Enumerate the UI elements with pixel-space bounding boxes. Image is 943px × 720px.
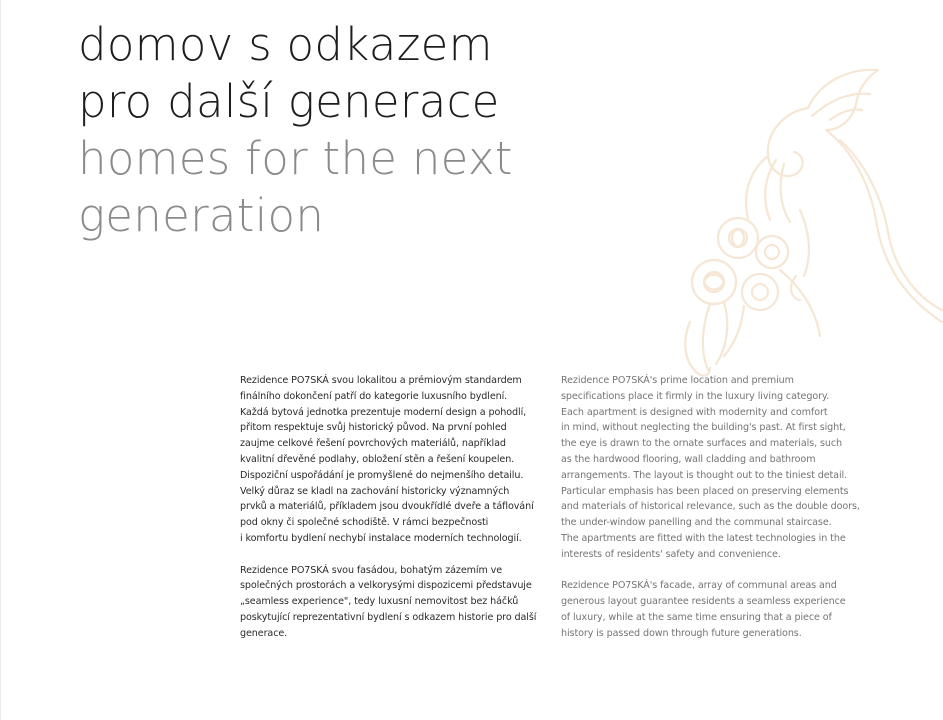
english-p2-line: Rezidence PO7SKÁ's facade, array of communal areas and xyxy=(561,580,837,592)
english-p1-line: Rezidence PO7SKÁ's prime location and premium xyxy=(561,375,794,386)
english-p2-line: of luxury, while at the same time ensuring that a piece of xyxy=(561,611,832,623)
english-paragraph-2 xyxy=(561,578,873,641)
heading-czech-line-2: pro další generace xyxy=(78,75,500,128)
czech-p2-line: Rezidence PO7SKÁ svou fasádou, bohatým zázemím ve xyxy=(240,564,503,576)
czech-p1-line: Každá bytová jednotka prezentuje moderní design a pohodlí, xyxy=(240,406,527,418)
heading-english-line-2: generation xyxy=(78,189,325,242)
english-p1-line: The apartments are fitted with the latest technologies in the xyxy=(561,532,846,544)
english-p1-line: in mind, without neglecting the building's past. At first sight, xyxy=(561,422,846,434)
floral-bird-ornament-icon xyxy=(680,60,943,390)
english-paragraph-1 xyxy=(561,373,873,563)
page-heading xyxy=(78,16,513,244)
czech-p1-line: pod okny či společné schodiště. V rámci bezpečnosti xyxy=(240,517,489,529)
czech-p2-line: poskytující reprezentativní bydlení s odkazem historie pro další xyxy=(240,611,537,623)
english-p1-line: arrangements. The layout is thought out to the tiniest detail. xyxy=(561,469,848,481)
czech-p1-line: finálního dokončení patří do kategorie luxusního bydlení. xyxy=(240,390,508,402)
english-p1-line: Each apartment is designed with modernity and comfort xyxy=(561,406,828,418)
czech-p2-line: generace. xyxy=(240,627,288,639)
page-edge xyxy=(0,0,1,720)
english-p1-line: interests of residents' safety and convenience. xyxy=(561,548,781,560)
english-p1-line: and materials of historical relevance, such as the double doors, xyxy=(561,501,860,513)
czech-p1-line: Rezidence PO7SKÁ svou lokalitou a prémiovým standardem xyxy=(240,375,522,386)
czech-p1-line: přitom respektuje svůj historický původ. Na první pohled xyxy=(240,422,507,434)
english-text-column xyxy=(561,373,873,657)
czech-p1-line: prvků a materiálů, příkladem jsou dvoukřídlé dveře a táflování xyxy=(240,501,534,513)
english-p1-line: specifications place it firmly in the luxury living category. xyxy=(561,390,830,402)
czech-text-column xyxy=(240,373,554,657)
english-p1-line: Particular emphasis has been placed on preserving elements xyxy=(561,485,849,497)
czech-p1-line: Velký důraz se kladl na zachování historicky významných xyxy=(240,485,510,497)
english-p2-line: generous layout guarantee residents a seamless experience xyxy=(561,596,846,608)
czech-p2-line: společných prostorách a velkorysými dispozicemi představuje xyxy=(240,580,532,592)
czech-paragraph-2 xyxy=(240,563,554,642)
czech-p2-line: „seamless experience", tedy luxusní nemovitost bez háčků xyxy=(240,596,519,608)
czech-p1-line: zaujme celkové řešení povrchových materiálů, například xyxy=(240,438,506,450)
czech-p1-line: kvalitní dřevěné podlahy, obložení stěn a řešení koupelen. xyxy=(240,453,515,465)
czech-p1-line: Dispoziční uspořádání je promyšlené do nejmenšího detailu. xyxy=(240,469,524,481)
english-p1-line: the under-window panelling and the communal staircase. xyxy=(561,517,832,529)
heading-czech-line-1: domov s odkazem xyxy=(78,18,493,71)
english-p2-line: history is passed down through future generations. xyxy=(561,627,802,639)
heading-english-line-1: homes for the next xyxy=(78,132,513,185)
english-p1-line: the eye is drawn to the ornate surfaces and materials, such xyxy=(561,438,842,450)
czech-paragraph-1 xyxy=(240,373,554,547)
english-p1-line: as the hardwood flooring, wall cladding and bathroom xyxy=(561,453,816,465)
czech-p1-line: i komfortu bydlení nechybí instalace moderních technologií. xyxy=(240,532,522,544)
